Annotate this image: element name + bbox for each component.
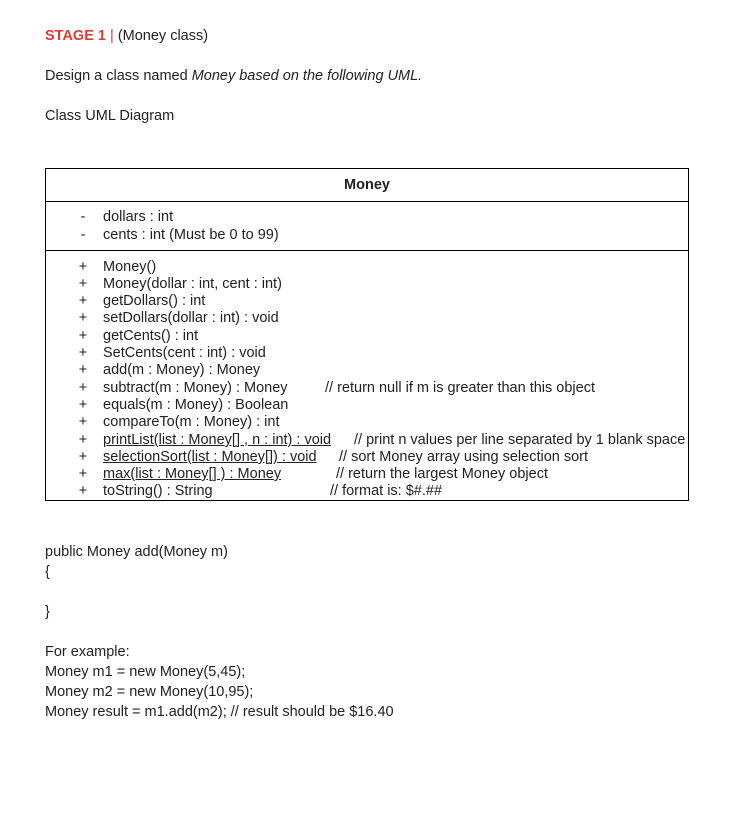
visibility-symbol: + (78, 310, 88, 326)
close-brace: } (45, 604, 50, 620)
visibility-symbol: + (78, 276, 88, 292)
method-row (46, 310, 688, 327)
example-line-3: Money result = m1.add(m2); // result should be $16.40 (45, 704, 394, 720)
visibility-symbol: + (78, 293, 88, 309)
method-signature: equals(m : Money) : Boolean (103, 397, 289, 413)
visibility-symbol: + (78, 414, 88, 430)
method-signature: getCents() : int (103, 328, 199, 344)
method-row (46, 449, 688, 466)
visibility-symbol: + (78, 259, 88, 275)
method-row (46, 328, 688, 345)
visibility-symbol: - (80, 209, 86, 225)
method-row (46, 293, 688, 310)
uml-methods (46, 251, 688, 502)
method-signature: SetCents(cent : int) : void (103, 345, 266, 361)
method-signature: getDollars() : int (103, 293, 206, 309)
method-row (46, 397, 688, 414)
method-comment: // print n values per line separated by 1 blank space (354, 432, 686, 448)
method-row (46, 380, 688, 397)
visibility-symbol: + (78, 483, 88, 499)
uml-class-name: Money (46, 169, 688, 202)
intro-italic: Money based on the following UML. (191, 68, 423, 84)
method-signature: setDollars(dollar : int) : void (103, 310, 279, 326)
method-signature: add(m : Money) : Money (103, 362, 261, 378)
visibility-symbol: - (80, 227, 86, 243)
method-row (46, 276, 688, 293)
example-label: For example: (45, 644, 130, 660)
uml-class-diagram (45, 168, 689, 501)
attribute-text: cents : int (Must be 0 to 99) (103, 227, 279, 243)
method-row (46, 414, 688, 431)
method-signature: toString() : String (103, 483, 213, 499)
example-line-2: Money m2 = new Money(10,95); (45, 684, 254, 700)
visibility-symbol: + (78, 328, 88, 344)
method-comment: // sort Money array using selection sort (339, 449, 589, 465)
visibility-symbol: + (78, 449, 88, 465)
attribute-row (46, 227, 688, 244)
method-signature: max(list : Money[] ) : Money (103, 466, 282, 482)
attribute-row (46, 209, 688, 226)
intro-text (45, 68, 422, 84)
visibility-symbol: + (78, 397, 88, 413)
method-comment: // format is: $#.## (330, 483, 443, 499)
method-row (46, 483, 688, 500)
uml-attributes (46, 202, 688, 251)
uml-heading: Class UML Diagram (45, 108, 175, 124)
method-comment: // return null if m is greater than this object (325, 380, 595, 396)
attribute-text: dollars : int (103, 209, 174, 225)
visibility-symbol: + (78, 466, 88, 482)
method-signature: subtract(m : Money) : Money (103, 380, 288, 396)
visibility-symbol: + (78, 345, 88, 361)
visibility-symbol: + (78, 362, 88, 378)
method-signature: printList(list : Money[] , n : int) : void (103, 432, 332, 448)
method-signature: compareTo(m : Money) : int (103, 414, 280, 430)
method-row (46, 259, 688, 276)
method-signature: Money() (103, 259, 157, 275)
stage-heading (45, 28, 208, 44)
method-signature: selectionSort(list : Money[]) : void (103, 449, 317, 465)
example-line-1: Money m1 = new Money(5,45); (45, 664, 246, 680)
intro-prefix: Design a class named (45, 68, 192, 84)
open-brace: { (45, 564, 50, 580)
method-row (46, 362, 688, 379)
method-row (46, 432, 688, 449)
method-row (46, 345, 688, 362)
visibility-symbol: + (78, 432, 88, 448)
method-row (46, 466, 688, 483)
stage-separator: | (110, 28, 114, 44)
method-signature: Money(dollar : int, cent : int) (103, 276, 282, 292)
stage-label: STAGE 1 (45, 28, 106, 44)
visibility-symbol: + (78, 380, 88, 396)
method-comment: // return the largest Money object (336, 466, 548, 482)
stage-subtitle: (Money class) (117, 28, 209, 44)
method-signature-line: public Money add(Money m) (45, 544, 228, 560)
